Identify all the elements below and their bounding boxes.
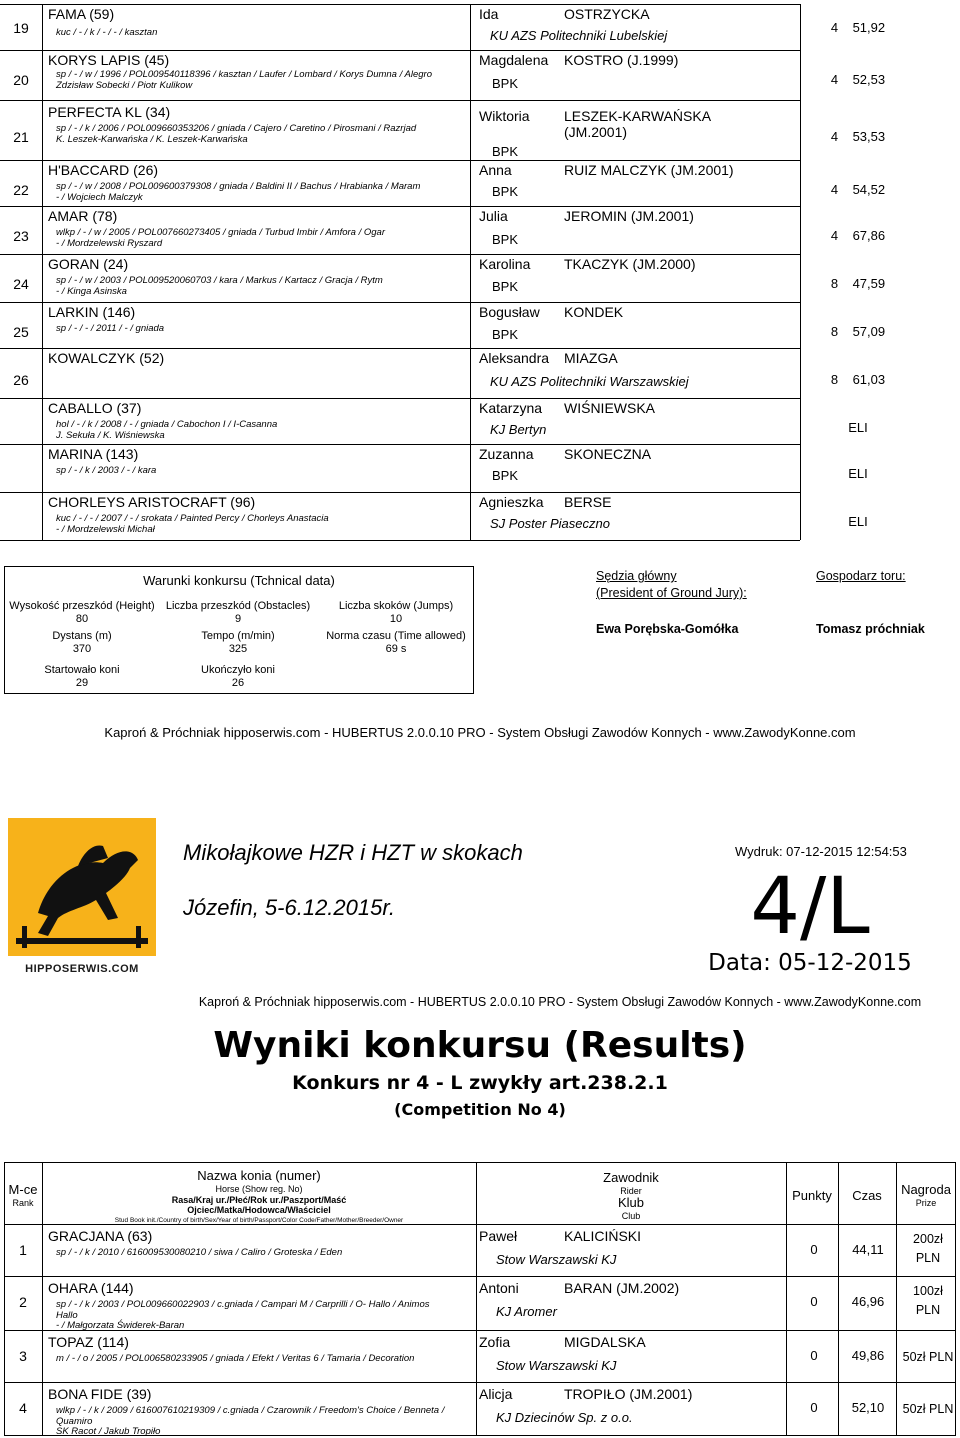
points-value: 4: [830, 72, 839, 87]
horse-name: FAMA (59): [48, 6, 115, 22]
rank-number: 22: [13, 182, 29, 198]
condition-value: 29: [75, 677, 89, 689]
rider-first-name: Magdalena: [479, 52, 549, 68]
time-value: 61,03: [852, 372, 886, 387]
row-divider: [0, 398, 800, 399]
column-divider: [42, 4, 43, 540]
points-value: 0: [810, 1348, 818, 1363]
rider-first-name: Antoni: [479, 1280, 519, 1296]
rider-last-name: MIGDALSKA: [564, 1334, 646, 1350]
time-value: 57,09: [852, 324, 886, 339]
header-points: Punkty: [792, 1188, 832, 1203]
condition-value: 10: [389, 613, 403, 625]
points-value: 0: [810, 1242, 818, 1257]
points-time: [808, 228, 908, 243]
rank-number: 2: [19, 1294, 27, 1310]
points-value: 0: [810, 1294, 818, 1309]
header-horse-sub1: Rasa/Kraj ur./Płeć/Rok ur./Paszport/Maść: [171, 1195, 347, 1205]
judge-label: Sędzia główny: [596, 569, 677, 583]
rank-number: 20: [13, 72, 29, 88]
horse-details: sp / - / k / 2003 / POL009660022903 / c.gniada / Campari M / Carprilli / O- Hallo / Animos Hallo - / Małgorzata Świderek-Baran: [56, 1299, 430, 1331]
club-name: BPK: [492, 76, 519, 91]
points-value: 0: [810, 1400, 818, 1415]
horse-name: AMAR (78): [48, 208, 118, 224]
condition-label: Wysokość przeszkód (Height): [9, 600, 155, 612]
condition-label: Tempo (m/min): [201, 630, 275, 642]
competition-number: (Competition No 4): [394, 1100, 566, 1119]
condition-value: 325: [228, 643, 248, 655]
horse-name: BONA FIDE (39): [48, 1386, 152, 1402]
points-value: ELI: [848, 514, 868, 529]
header-horse-sub3: Stud Book init./Country of birth/Sex/Year of birth/Passport/Color Code/Father/Mother/Breeder/Owner: [114, 1217, 404, 1224]
header-prize: Nagroda: [901, 1182, 951, 1197]
time-value: 51,92: [852, 20, 886, 35]
rider-first-name: Alicja: [479, 1386, 513, 1402]
horse-details: sp / - / w / 2003 / POL009520060703 / kara / Markus / Kartacz / Gracja / Rytm - / Kinga Asinska: [56, 275, 383, 297]
competition-code: 4/L: [750, 862, 870, 952]
time-value: 67,86: [852, 228, 886, 243]
prize-value: 50zł PLN: [902, 1402, 954, 1416]
competition-line: Konkurs nr 4 - L zwykły art.238.2.1: [292, 1072, 668, 1094]
competition-date: Data: 05-12-2015: [708, 950, 912, 976]
rank-number: 23: [13, 228, 29, 244]
horse-details: wlkp / - / k / 2009 / 616007610219309 / c.gniada / Czarownik / Freedom's Choice / Benneta / Quamiro SK Racot / Jakub Tropiło: [56, 1405, 445, 1437]
horse-name: KORYS LAPIS (45): [48, 52, 170, 68]
row-divider: [4, 1382, 956, 1383]
rider-first-name: Katarzyna: [479, 400, 543, 416]
points-time: [808, 324, 908, 339]
rank-number: 3: [19, 1348, 27, 1364]
rider-last-name: KALICIŃSKI: [564, 1228, 642, 1244]
club-name: BPK: [492, 184, 519, 199]
time-value: 47,59: [852, 276, 886, 291]
row-divider: [0, 254, 800, 255]
horse-details: kuc / - / k / - / - / kasztan: [56, 27, 158, 38]
points-value: ELI: [848, 420, 868, 435]
row-divider: [0, 206, 800, 207]
club-name: KJ Dziecinów Sp. z o.o.: [496, 1410, 633, 1425]
condition-label: Liczba skoków (Jumps): [338, 600, 454, 612]
row-divider: [0, 50, 800, 51]
rider-first-name: Zofia: [479, 1334, 511, 1350]
row-divider: [0, 348, 800, 349]
horse-name: CHORLEYS ARISTOCRAFT (96): [48, 494, 256, 510]
club-name: KJ Bertyn: [490, 422, 547, 437]
horse-name: GORAN (24): [48, 256, 129, 272]
prize-value: 100zł PLN: [913, 1284, 943, 1317]
time-value: 44,11: [852, 1242, 884, 1257]
club-name: Stow Warszawski KJ: [496, 1358, 617, 1373]
club-name: KJ Aromer: [496, 1304, 557, 1319]
points-value: ELI: [848, 466, 868, 481]
event-location: Józefin, 5-6.12.2015r.: [183, 895, 395, 920]
condition-value: 80: [75, 613, 89, 625]
header-horse-en: Horse (Show reg. No): [215, 1184, 303, 1194]
rider-first-name: Wiktoria: [479, 108, 530, 124]
club-name: BPK: [492, 327, 519, 342]
row-divider: [0, 540, 800, 541]
host-label: Gospodarz toru:: [816, 569, 906, 583]
club-name: KU AZS Politechniki Lubelskiej: [490, 28, 668, 43]
horse-name: OHARA (144): [48, 1280, 134, 1296]
points-value: 8: [830, 324, 839, 339]
condition-value: 370: [72, 643, 92, 655]
row-divider: [4, 1276, 956, 1277]
header-club: Klub: [617, 1195, 645, 1210]
conditions-title: Warunki konkursu (Tchnical data): [143, 573, 335, 588]
row-divider: [0, 4, 800, 5]
points-value: 4: [830, 20, 839, 35]
condition-value: 26: [231, 677, 245, 689]
rider-last-name: BERSE: [564, 494, 612, 510]
column-divider: [786, 1162, 787, 1436]
condition-value: 9: [234, 613, 242, 625]
time-value: 52,53: [852, 72, 886, 87]
header-rank: M-ce: [8, 1182, 38, 1197]
rider-last-name: WIŚNIEWSKA: [564, 400, 656, 416]
rider-last-name: LESZEK-KARWAŃSKA (JM.2001): [564, 108, 712, 140]
event-title: Mikołajkowe HZR i HZT w skokach: [183, 840, 523, 865]
horse-name: GRACJANA (63): [48, 1228, 153, 1244]
time-value: 46,96: [851, 1294, 885, 1309]
rank-number: 25: [13, 324, 29, 340]
horse-details: sp / - / w / 2008 / POL009600379308 / gniada / Baldini II / Bachus / Hrabianka / Maram - / Wojciech Malczyk: [56, 181, 421, 203]
time-value: 49,86: [851, 1348, 885, 1363]
header-horse-sub2: Ojciec/Matka/Hodowca/Właściciel: [187, 1205, 331, 1215]
print-timestamp: Wydruk: 07-12-2015 12:54:53: [735, 844, 907, 859]
row-divider: [0, 160, 800, 161]
rider-first-name: Anna: [479, 162, 512, 178]
time-value: 53,53: [852, 129, 886, 144]
rider-first-name: Karolina: [479, 256, 531, 272]
rider-first-name: Julia: [479, 208, 508, 224]
rank-number: 1: [19, 1242, 27, 1258]
header-rider: Zawodnik: [603, 1170, 659, 1185]
horse-name: KOWALCZYK (52): [48, 350, 165, 366]
rider-first-name: Zuzanna: [479, 446, 534, 462]
rider-last-name: BARAN (JM.2002): [564, 1280, 680, 1296]
club-name: BPK: [492, 468, 519, 483]
header-credit: Kaproń & Próchniak hipposerwis.com - HUBERTUS 2.0.0.10 PRO - System Obsługi Zawodów Konnych - www.ZawodyKonne.com: [198, 995, 922, 1009]
club-name: KU AZS Politechniki Warszawskiej: [490, 374, 689, 389]
points-time: [808, 182, 908, 197]
condition-label: Ukończyło koni: [201, 664, 275, 676]
footer-credit: Kaproń & Próchniak hipposerwis.com - HUBERTUS 2.0.0.10 PRO - System Obsługi Zawodów Konnych - www.ZawodyKonne.com: [104, 725, 856, 740]
horse-name: TOPAZ (114): [48, 1334, 129, 1350]
horse-details: sp / - / k / 2010 / 616009530080210 / siwa / Caliro / Groteska / Eden: [56, 1247, 343, 1258]
horse-name: LARKIN (146): [48, 304, 136, 320]
rider-last-name: KOSTRO (J.1999): [564, 52, 679, 68]
rider-last-name: KONDEK: [564, 304, 624, 320]
club-name: Stow Warszawski KJ: [496, 1252, 617, 1267]
rider-last-name: RUIZ MALCZYK (JM.2001): [564, 162, 734, 178]
horse-name: H'BACCARD (26): [48, 162, 159, 178]
rider-last-name: JEROMIN (JM.2001): [564, 208, 694, 224]
horse-name: CABALLO (37): [48, 400, 142, 416]
horse-jumper-icon: [8, 818, 156, 958]
rider-last-name: SKONECZNA: [564, 446, 652, 462]
horse-details: m / - / o / 2005 / POL006580233905 / gniada / Efekt / Veritas 6 / Tamaria / Decoration: [56, 1353, 415, 1364]
time-value: 54,52: [852, 182, 886, 197]
rank-number: 21: [13, 129, 29, 145]
rider-last-name: MIAZGA: [564, 350, 618, 366]
judge-label-en: (President of Ground Jury):: [596, 586, 747, 600]
rider-first-name: Paweł: [479, 1228, 518, 1244]
points-time: [808, 372, 908, 387]
points-value: 8: [830, 276, 839, 291]
rider-first-name: Aleksandra: [479, 350, 550, 366]
condition-label: Norma czasu (Time allowed): [326, 630, 466, 642]
condition-label: Dystans (m): [52, 630, 112, 642]
horse-details: sp / - / k / 2006 / POL009660353206 / gniada / Cajero / Caretino / Pirosmani / Razrjad K. Leszek-Karwańska / K. Leszek-Karwańska: [56, 123, 417, 145]
rank-number: 24: [13, 276, 29, 292]
rider-first-name: Ida: [479, 6, 499, 22]
horse-name: MARINA (143): [48, 446, 139, 462]
club-name: BPK: [492, 279, 519, 294]
header-horse: Nazwa konia (numer): [197, 1168, 321, 1183]
rank-number: 26: [13, 372, 29, 388]
horse-details: kuc / - / - / 2007 / - / srokata / Painted Percy / Chorleys Anastacia - / Mordzelewski Michał: [56, 513, 329, 535]
horse-name: PERFECTA KL (34): [48, 104, 171, 120]
horse-details: wlkp / - / w / 2005 / POL007660273405 / gniada / Turbud Imbir / Amfora / Ogar - / Mordzelewski Ryszard: [56, 227, 385, 249]
header-rider-en: Rider: [620, 1186, 642, 1196]
row-divider: [0, 100, 800, 101]
prize-value: 200zł PLN: [913, 1232, 943, 1265]
points-value: 4: [830, 228, 839, 243]
rider-last-name: TROPIŁO (JM.2001): [564, 1386, 693, 1402]
horse-details: hol / - / k / 2008 / - / gniada / Cabochon I / I-Casanna J. Sekuła / K. Wiśniewska: [56, 419, 278, 441]
header-club-en: Club: [621, 1211, 641, 1221]
club-name: BPK: [492, 144, 519, 159]
condition-label: Liczba przeszkód (Obstacles): [165, 600, 311, 612]
club-name: BPK: [492, 232, 519, 247]
rider-first-name: Bogusław: [479, 304, 540, 320]
logo: [8, 818, 156, 978]
host-name: Tomasz próchniak: [816, 622, 925, 636]
rider-first-name: Agnieszka: [479, 494, 544, 510]
header-rank-en: Rank: [12, 1198, 34, 1208]
header-time: Czas: [852, 1188, 882, 1203]
rank-number: 19: [13, 20, 29, 36]
time-value: 52,10: [851, 1400, 885, 1415]
logo-text: HIPPOSERWIS.COM: [25, 963, 139, 975]
horse-details: sp / - / - / 2011 / - / gniada: [56, 323, 165, 334]
rider-last-name: OSTRZYCKA: [564, 6, 650, 22]
condition-label: Startowało koni: [44, 664, 120, 676]
points-time: [808, 129, 908, 144]
column-divider: [800, 4, 801, 540]
condition-value: 69 s: [385, 643, 407, 655]
judge-name: Ewa Porębska-Gomółka: [596, 622, 739, 636]
results-title: Wyniki konkursu (Results): [213, 1025, 747, 1066]
horse-details: sp / - / k / 2003 / - / kara: [56, 465, 157, 476]
points-value: 4: [830, 129, 839, 144]
points-value: 4: [830, 182, 839, 197]
horse-details: sp / - / w / 1996 / POL009540118396 / kasztan / Laufer / Lombard / Korys Dumna / Alegro Zdzisław Sobecki / Piotr Kulikow: [56, 69, 432, 91]
row-divider: [0, 444, 800, 445]
row-divider: [0, 492, 800, 493]
points-time: [808, 72, 908, 87]
points-time: [808, 276, 908, 291]
prize-value: 50zł PLN: [902, 1350, 954, 1364]
row-divider: [0, 302, 800, 303]
rider-last-name: TKACZYK (JM.2000): [564, 256, 696, 272]
rank-number: 4: [19, 1400, 27, 1416]
points-value: 8: [830, 372, 839, 387]
header-prize-en: Prize: [915, 1198, 937, 1208]
points-time: [808, 20, 908, 35]
club-name: SJ Poster Piaseczno: [490, 516, 610, 531]
